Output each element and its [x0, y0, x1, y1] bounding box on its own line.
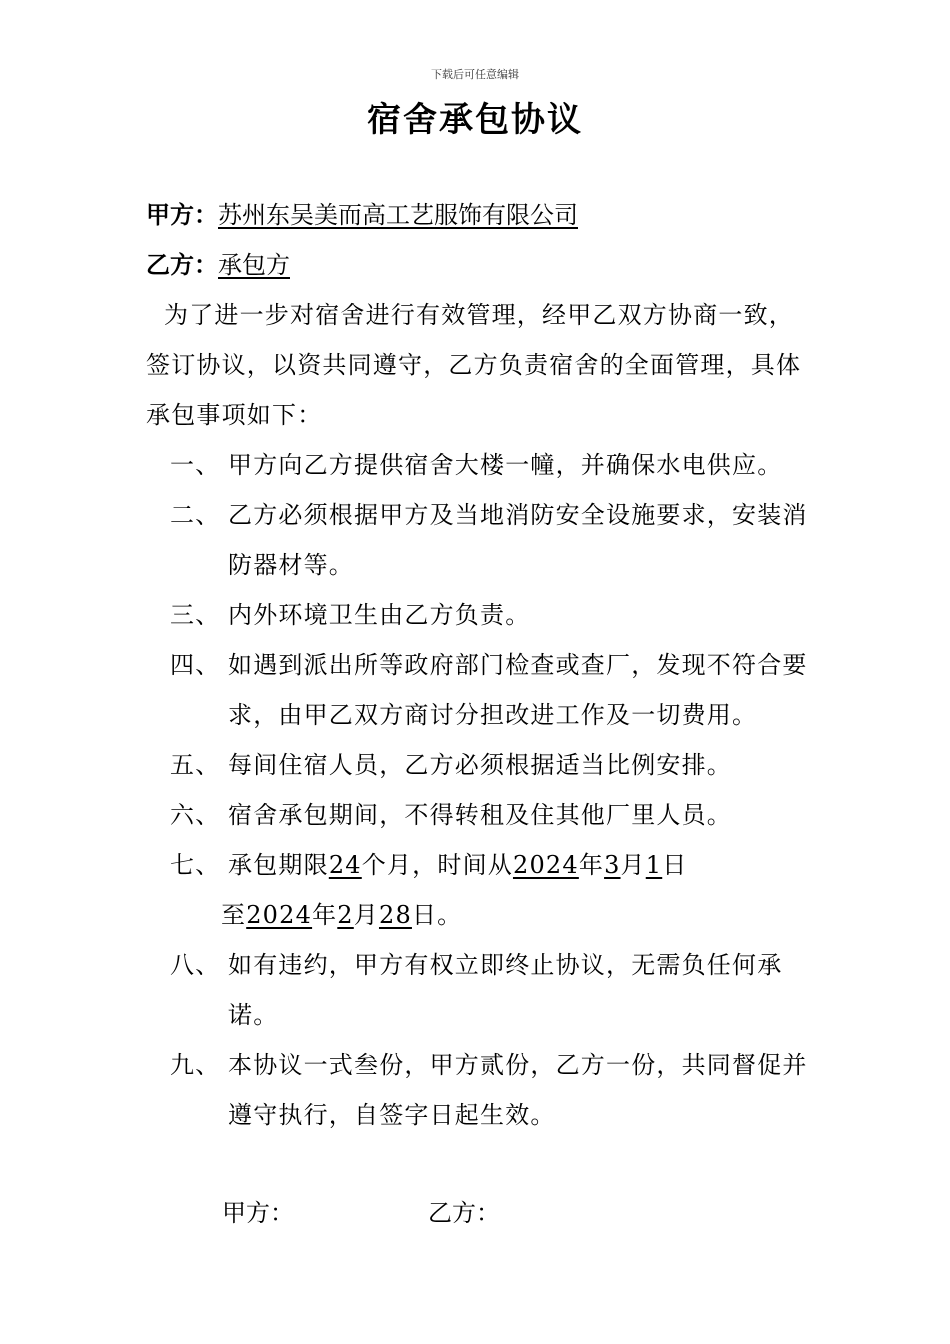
term-mid: 个月，时间从	[361, 851, 513, 879]
clause-6	[146, 790, 811, 840]
unit-year: 年	[312, 901, 338, 929]
clause-number: 三、	[170, 601, 221, 629]
document-body	[146, 190, 811, 1140]
term-months: 24	[328, 851, 362, 879]
start-month: 3	[604, 851, 621, 879]
clause-text: 每间住宿人员，乙方必须根据适当比例安排。	[228, 751, 732, 779]
header-note: 下载后可任意编辑	[431, 68, 519, 81]
document-title: 宿舍承包协议	[367, 100, 583, 140]
clause-2	[146, 490, 811, 590]
clause-number: 四、	[170, 651, 221, 679]
end-year: 2024	[246, 901, 313, 929]
clause-text: 本协议一式叁份，甲方贰份，乙方一份，共同督促并遵守执行，自签字日起生效。	[228, 1051, 808, 1129]
party-a-line	[146, 190, 811, 240]
clause-text: 如有违约，甲方有权立即终止协议，无需负任何承诺。	[228, 951, 783, 1029]
party-b-line	[146, 240, 811, 290]
intro-paragraph: 为了进一步对宿舍进行有效管理，经甲乙双方协商一致，签订协议，以资共同遵守，乙方负责宿舍的全面管理，具体承包事项如下：	[146, 301, 802, 429]
clause-number: 七、	[170, 851, 221, 879]
end-day: 28	[378, 901, 412, 929]
term-prefix: 承包期限	[228, 851, 329, 879]
clause-8	[146, 940, 811, 1040]
clause-4	[146, 640, 811, 740]
signature-block	[222, 1188, 500, 1238]
clause-number: 九、	[170, 1051, 221, 1079]
unit-year: 年	[578, 851, 605, 879]
term-to: 至	[221, 901, 247, 929]
clause-7	[146, 840, 811, 940]
clause-number: 五、	[170, 751, 221, 779]
clause-number: 八、	[170, 951, 221, 979]
clause-number: 二、	[170, 501, 221, 529]
clause-text: 如遇到派出所等政府部门检查或查厂，发现不符合要求，由甲乙双方商讨分担改进工作及一切费用。	[228, 651, 808, 729]
clause-number: 一、	[170, 451, 221, 479]
clause-text: 宿舍承包期间，不得转租及住其他厂里人员。	[228, 801, 732, 829]
start-day: 1	[645, 851, 663, 879]
signature-party-a: 甲方：	[222, 1199, 294, 1227]
clause-text: 甲方向乙方提供宿舍大楼一幢，并确保水电供应。	[228, 451, 783, 479]
start-year: 2024	[512, 851, 579, 879]
clause-text: 内外环境卫生由乙方负责。	[228, 601, 531, 629]
clause-9	[146, 1040, 811, 1140]
party-b-value: 承包方	[218, 251, 290, 279]
clause-5	[146, 740, 811, 790]
party-a-value: 苏州东吴美而高工艺服饰有限公司	[218, 201, 578, 229]
clause-number: 六、	[170, 801, 221, 829]
clause-3	[146, 590, 811, 640]
term-end-suffix: 日。	[411, 901, 463, 929]
unit-month: 月	[620, 851, 646, 879]
term-end-line	[221, 901, 462, 929]
signature-party-b: 乙方：	[428, 1199, 500, 1227]
unit-day: 日	[662, 851, 688, 879]
unit-month: 月	[353, 901, 379, 929]
clause-1	[146, 440, 811, 490]
party-a-label: 甲方：	[146, 200, 218, 229]
clause-text: 乙方必须根据甲方及当地消防安全设施要求，安装消防器材等。	[228, 501, 808, 579]
party-b-label: 乙方：	[146, 250, 218, 279]
end-month: 2	[337, 901, 354, 929]
